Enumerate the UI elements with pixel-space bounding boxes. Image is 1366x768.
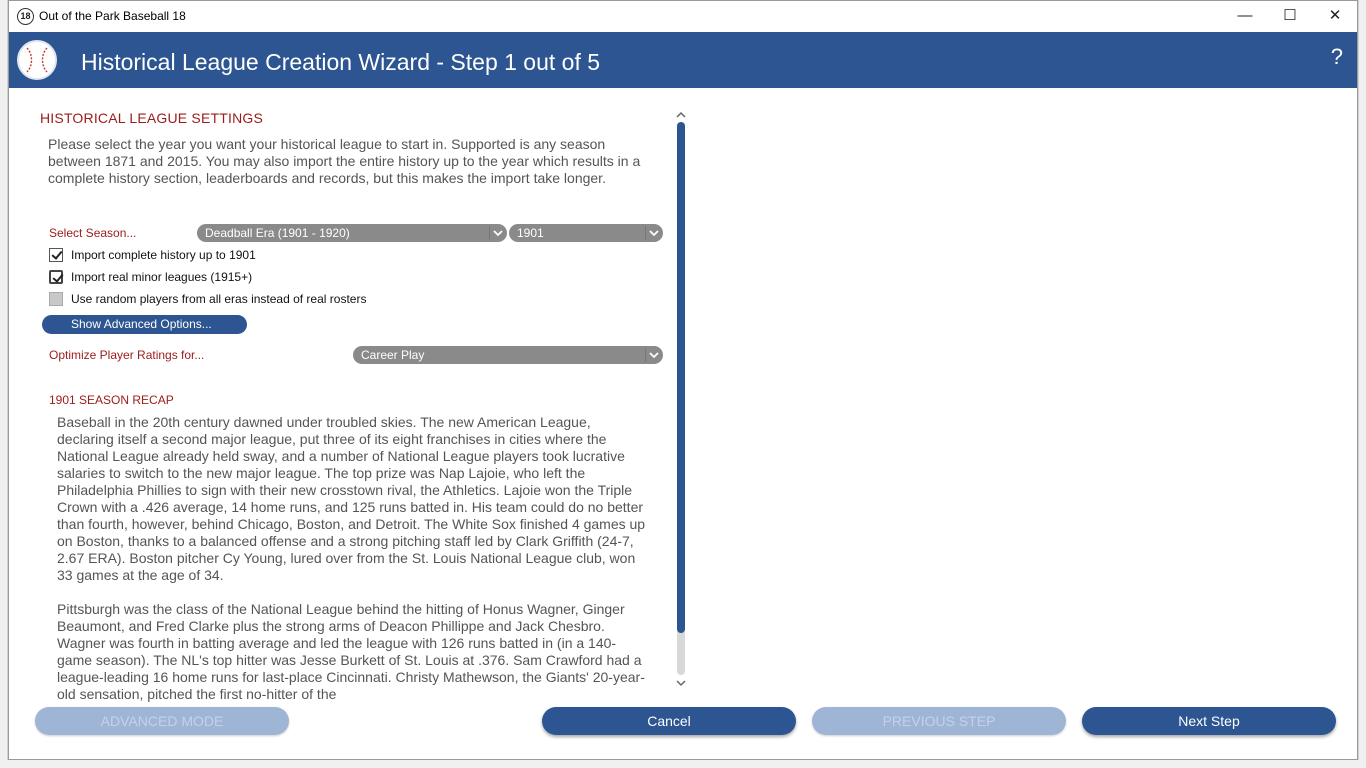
next-step-button[interactable]: Next Step xyxy=(1082,707,1336,735)
scroll-thumb[interactable] xyxy=(677,122,685,633)
app-title: Out of the Park Baseball 18 xyxy=(39,9,186,23)
close-button[interactable]: ✕ xyxy=(1328,7,1342,24)
scroll-up-icon[interactable] xyxy=(675,108,687,120)
chevron-down-icon xyxy=(645,348,661,362)
era-dropdown[interactable] xyxy=(197,224,507,242)
recap-paragraph: Pittsburgh was the class of the National League behind the hitting of Honus Wagner, Ginger Beaumont, and Fred Clarke plus the strong arms of Deacon Phillippe and Jack Chesbro. Wagner was fourth in batting average and led the league with 126 runs batted in (in a 140-game season). The NL's top hitter was Jesse Burkett of St. Louis at .376. Sam Crawford had a league-leading 16 home runs for last-place Cincinnati. Christy Mathewson, the Giants' 20-year-old sensation, pitched the first no-hitter of the xyxy=(57,601,645,702)
checkbox-label: Import complete history up to 1901 xyxy=(71,248,256,262)
checkbox-checked[interactable] xyxy=(49,270,63,284)
recap-paragraph: Baseball in the 20th century dawned under troubled skies. The new American League, declaring itself a second major league, put three of its eight franchises in cities where the National League already held sway, and a number of National League players took lucrative salaries to switch to the new major league. The top prize was Nap Lajoie, who left the Philadelphia Phillies to sign with their new crosstown rival, the Athletics. Lajoie won the Triple Crown with a .426 average, 14 home runs, and 125 runs batted in. His team could do no better than fourth, however, behind Chicago, Boston, and Detroit. The White Sox finished 4 games up on Boston, thanks to a balanced offense and a strong pitching staff led by Clark Griffith (24-7, 2.67 ERA). Boston pitcher Cy Young, lured over from the St. Louis National League club, won 33 games at the age of 34. xyxy=(57,414,646,583)
intro-text: Please select the year you want your historical league to start in. Supported is any season between 1871 and 2015. You may also import the entire history up to the year which results in a complete history section, leaderboards and records, but this makes the import take longer. xyxy=(48,136,641,186)
checkbox-checked[interactable] xyxy=(49,248,63,262)
show-advanced-options-button[interactable]: Show Advanced Options... xyxy=(42,315,247,334)
chevron-down-icon xyxy=(489,226,505,240)
scroll-down-icon[interactable] xyxy=(675,676,687,688)
select-season-label: Select Season... xyxy=(49,226,137,240)
desktop-left-edge xyxy=(0,0,8,768)
cancel-button[interactable]: Cancel xyxy=(542,707,796,735)
checkbox-label: Use random players from all eras instead of real rosters xyxy=(71,292,367,306)
desktop-bottom-edge xyxy=(0,760,1366,768)
section-title: HISTORICAL LEAGUE SETTINGS xyxy=(40,110,264,126)
previous-step-button[interactable]: PREVIOUS STEP xyxy=(812,707,1066,735)
year-dropdown-value: 1901 xyxy=(517,226,544,240)
year-dropdown[interactable] xyxy=(509,224,663,242)
optimize-ratings-dropdown[interactable] xyxy=(353,346,663,364)
checkbox-label: Import real minor leagues (1915+) xyxy=(71,270,253,284)
vertical-scrollbar[interactable] xyxy=(675,108,687,688)
wizard-header xyxy=(9,32,1357,88)
minimize-button[interactable]: — xyxy=(1237,7,1253,24)
optimize-ratings-label: Optimize Player Ratings for... xyxy=(49,348,205,362)
chevron-down-icon xyxy=(645,226,661,240)
wizard-content xyxy=(9,88,1357,702)
baseball-icon xyxy=(17,40,57,80)
era-dropdown-value: Deadball Era (1901 - 1920) xyxy=(205,226,350,240)
app-window xyxy=(8,0,1358,760)
help-icon[interactable]: ? xyxy=(1330,44,1343,69)
checkbox-unchecked[interactable] xyxy=(49,292,63,306)
maximize-button[interactable]: ☐ xyxy=(1283,7,1297,24)
app-icon: 18 xyxy=(17,8,34,25)
title-bar[interactable] xyxy=(9,1,1357,32)
wizard-title: Historical League Creation Wizard - Step 1 out of 5 xyxy=(81,49,601,75)
optimize-dropdown-value: Career Play xyxy=(361,348,425,362)
advanced-mode-button[interactable]: ADVANCED MODE xyxy=(35,707,289,735)
desktop-right-edge xyxy=(1358,0,1366,768)
recap-title: 1901 SEASON RECAP xyxy=(49,393,174,407)
recap-text-area xyxy=(49,414,654,702)
